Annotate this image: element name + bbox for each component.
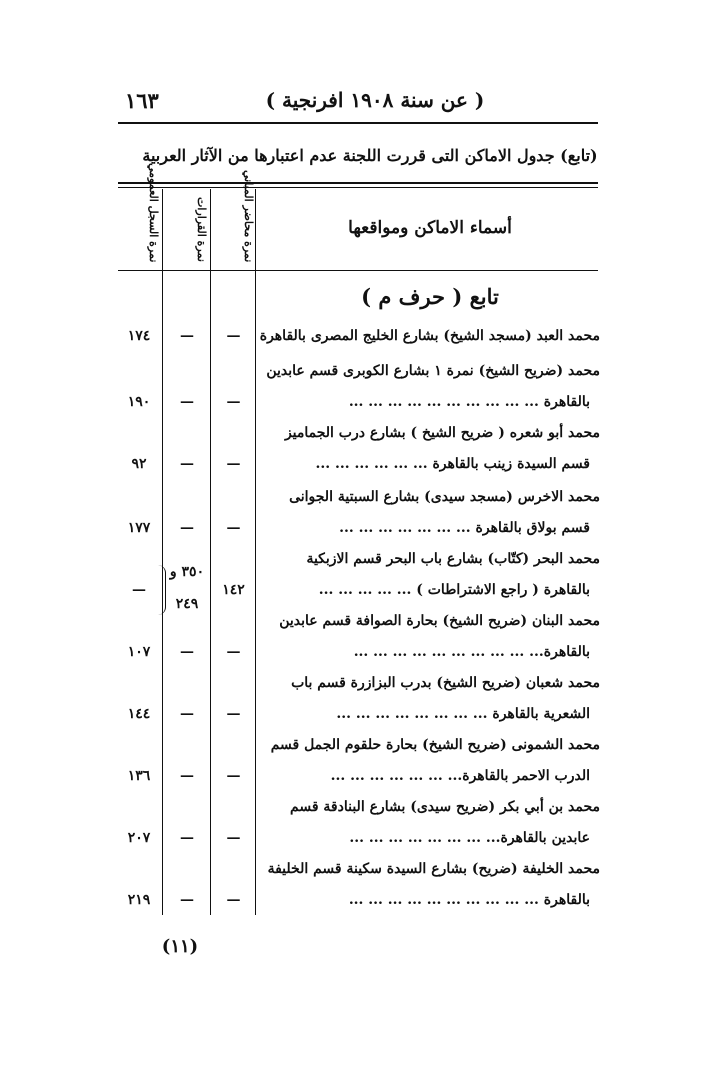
- cell-buildings: —: [226, 520, 241, 536]
- table-title: (تابع) جدول الاماكن التى قررت اللجنة عدم اعتبارها من الآثار العربية: [142, 146, 598, 165]
- cell-buildings: —: [226, 892, 241, 908]
- cell-decisions: ٢٤٩: [175, 596, 199, 612]
- entry-name: محمد (ضريح الشيخ) نمرة ١ بشارع الكوبرى قسم عابدين: [266, 363, 600, 379]
- brace-mark: [158, 565, 166, 615]
- entry-name: محمد الاخرس (مسجد سيدى) بشارع السبتية الجوانى: [289, 489, 600, 505]
- signature-mark: (١١): [161, 936, 199, 957]
- cell-public-register: ٢١٩: [127, 892, 151, 908]
- column-divider: [210, 189, 211, 915]
- entry-name: محمد البنان (ضريح الشيخ) بحارة الصوافة قسم عابدين: [279, 613, 600, 629]
- running-header: ( عن سنة ١٩٠٨ افرنجية ): [265, 88, 485, 112]
- cell-decisions: —: [180, 520, 194, 536]
- entry-location: بالقاهرة ( راجع الاشتراطات ) ... ... ... ... ...: [318, 582, 590, 598]
- cell-public-register: ٢٠٧: [127, 830, 151, 846]
- cell-decisions: —: [180, 328, 194, 344]
- entry-location: بالقاهرة ... ... ... ... ... ... ... ... ... ...: [348, 892, 590, 908]
- table-header-rule: [118, 270, 598, 271]
- table-rule-inner: [118, 187, 598, 188]
- cell-public-register: ٩٢: [131, 456, 147, 472]
- section-heading: تابع ( حرف م ): [361, 284, 499, 309]
- cell-public-register: ١٠٧: [127, 644, 151, 660]
- entry-location: قسم السيدة زينب بالقاهرة ... ... ... ... ... ...: [315, 456, 590, 472]
- entry-name: محمد بن أبي بكر (ضريح سيدى) بشارع البنادقة قسم: [290, 799, 600, 815]
- entry-name: محمد شعبان (ضريح الشيخ) بدرب البزازرة قسم باب: [291, 675, 600, 691]
- col-header-decisions: نمرة القرارات: [195, 197, 208, 262]
- cell-buildings: —: [226, 456, 241, 472]
- entry-location: عابدين بالقاهرة... ... ... ... ... ... ... ...: [349, 830, 590, 846]
- cell-decisions: —: [180, 830, 194, 846]
- page-number: ١٦٣: [125, 88, 159, 113]
- entry-location: الشعرية بالقاهرة ... ... ... ... ... ... ... ...: [336, 706, 590, 722]
- column-divider: [162, 189, 163, 915]
- cell-decisions: ٣٥٠ و: [169, 564, 205, 580]
- cell-buildings: —: [226, 394, 241, 410]
- entry-name: محمد الخليفة (ضريح) بشارع السيدة سكينة قسم الخليفة: [267, 861, 600, 877]
- entry-name: محمد الشمونى (ضريح الشيخ) بحارة حلقوم الجمل قسم: [270, 737, 600, 753]
- table-rule-outer: [118, 182, 598, 184]
- entry-location: بالقاهرة... ... ... ... ... ... ... ... ... ...: [353, 644, 590, 660]
- cell-public-register: ١٩٠: [127, 394, 151, 410]
- entry-name: محمد العبد (مسجد الشيخ) بشارع الخليج المصرى بالقاهرة: [260, 328, 600, 344]
- cell-buildings: —: [226, 644, 241, 660]
- entry-name: محمد البحر (كتّاب) بشارع باب البحر قسم الازبكية: [306, 551, 600, 567]
- cell-buildings: —: [226, 328, 241, 344]
- col-header-names: أسماء الاماكن ومواقعها: [348, 218, 512, 238]
- entry-location: الدرب الاحمر بالقاهرة... ... ... ... ... ... ...: [330, 768, 590, 784]
- cell-buildings: —: [226, 706, 241, 722]
- col-header-buildings: نمرة محاضر المباني: [242, 169, 255, 262]
- cell-decisions: —: [180, 768, 194, 784]
- cell-decisions: —: [180, 644, 194, 660]
- cell-public-register: ١٤٤: [127, 706, 151, 722]
- cell-buildings: —: [226, 830, 241, 846]
- cell-public-register: —: [132, 582, 146, 598]
- column-divider: [255, 189, 256, 915]
- cell-decisions: —: [180, 706, 194, 722]
- entry-name: محمد أبو شعره ( ضريح الشيخ ) بشارع درب الجماميز: [284, 425, 600, 441]
- cell-public-register: ١٧٤: [127, 328, 151, 344]
- cell-decisions: —: [180, 456, 194, 472]
- cell-public-register: ١٧٧: [127, 520, 151, 536]
- col-header-public-register: نمرة السجل العمومي: [147, 162, 160, 262]
- entry-location: بالقاهرة ... ... ... ... ... ... ... ... ... ...: [348, 394, 590, 410]
- header-rule: [118, 122, 598, 124]
- cell-buildings: —: [226, 768, 241, 784]
- cell-decisions: —: [180, 892, 194, 908]
- cell-public-register: ١٣٦: [127, 768, 151, 784]
- cell-buildings: ١٤٢: [222, 582, 245, 598]
- cell-decisions: —: [180, 394, 194, 410]
- entry-location: قسم بولاق بالقاهرة ... ... ... ... ... ... ...: [339, 520, 590, 536]
